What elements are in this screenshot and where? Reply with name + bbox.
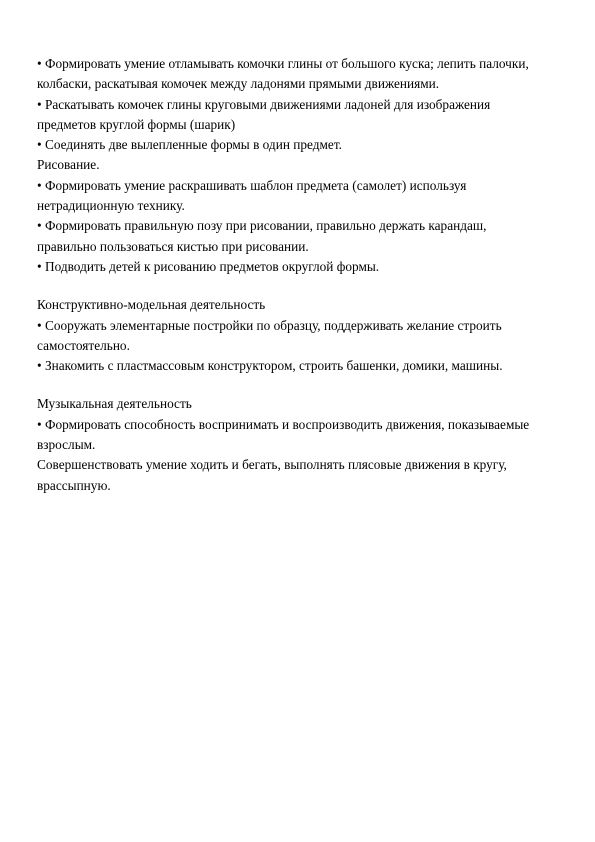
music-paragraph-line-1: Совершенствовать умение ходить и бегать, выполнять плясовые движения в кругу, — [37, 457, 507, 473]
drawing-bullet-2-line-1: • Формировать правильную позу при рисовании, правильно держать карандаш, — [37, 218, 487, 234]
modeling-bullet-1-line-2: колбаски, раскатывая комочек между ладонями прямыми движениями. — [37, 76, 440, 92]
section-spacer — [37, 376, 567, 394]
music-paragraph-line-2: врассыпную. — [37, 477, 111, 493]
music-bullet-1-line-1: • Формировать способность воспринимать и воспроизводить движения, показываемые — [37, 416, 530, 432]
modeling-bullet-3: • Соединять две вылепленные формы в один предмет. — [37, 137, 342, 153]
drawing-bullet-2-line-2: правильно пользоваться кистью при рисовании. — [37, 238, 309, 254]
construction-bullet-1-line-1: • Сооружать элементарные постройки по образцу, поддерживать желание строить — [37, 317, 502, 333]
music-heading: Музыкальная деятельность — [37, 396, 192, 412]
construction-section — [37, 295, 567, 376]
modeling-bullet-2-line-2: предметов круглой формы (шарик) — [37, 116, 236, 132]
construction-bullet-1-line-2: самостоятельно. — [37, 337, 130, 353]
modeling-bullet-2-line-1: • Раскатывать комочек глины круговыми движениями ладоней для изображения — [37, 96, 491, 112]
music-section — [37, 394, 567, 495]
section-spacer — [37, 277, 567, 295]
drawing-bullet-1-line-1: • Формировать умение раскрашивать шаблон предмета (самолет) используя — [37, 177, 467, 193]
document-body — [37, 54, 567, 496]
modeling-section — [37, 54, 567, 155]
drawing-section — [37, 155, 567, 277]
drawing-bullet-1-line-2: нетрадиционную технику. — [37, 198, 185, 214]
modeling-bullet-1-line-1: • Формировать умение отламывать комочки глины от большого куска; лепить палочки, — [37, 56, 529, 71]
music-bullet-1-line-2: взрослым. — [37, 437, 96, 453]
drawing-heading: Рисование. — [37, 157, 100, 173]
construction-bullet-2: • Знакомить с пластмассовым конструктором, строить башенки, домики, машины. — [37, 358, 503, 374]
construction-heading: Конструктивно-модельная деятельность — [37, 297, 266, 313]
drawing-bullet-3: • Подводить детей к рисованию предметов округлой формы. — [37, 258, 380, 274]
